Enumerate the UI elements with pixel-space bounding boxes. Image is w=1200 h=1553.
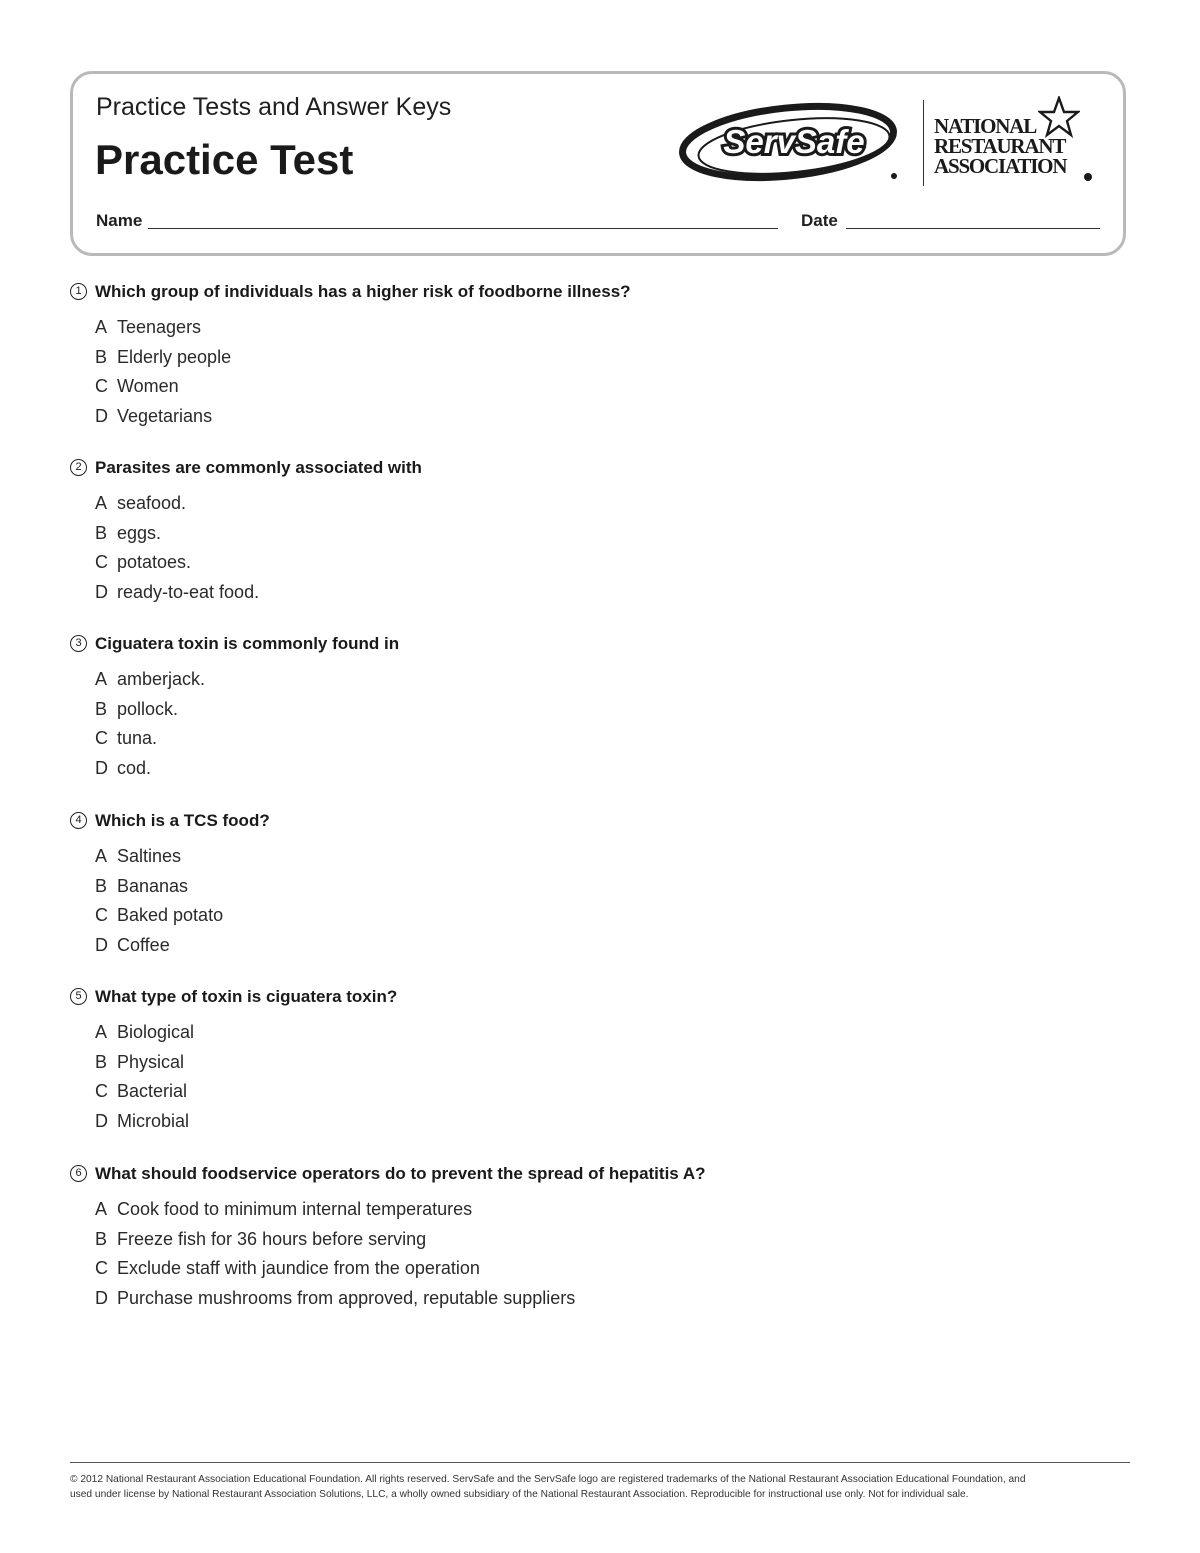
answer-option[interactable] xyxy=(70,523,1130,553)
option-letter: B xyxy=(95,346,108,367)
answer-option[interactable] xyxy=(70,552,1130,582)
option-text: seafood. xyxy=(117,493,187,513)
option-text: tuna. xyxy=(117,728,158,749)
nra-logo-text xyxy=(934,116,1066,176)
option-letter: D xyxy=(95,758,108,779)
answer-option[interactable] xyxy=(70,1288,1130,1318)
question-number: 6 xyxy=(70,1165,87,1182)
footer-divider xyxy=(70,1462,1130,1463)
answer-option[interactable] xyxy=(70,376,1130,406)
answer-option[interactable] xyxy=(70,1111,1130,1141)
question-number: 4 xyxy=(70,812,87,829)
name-field[interactable] xyxy=(148,228,778,229)
servsafe-logo xyxy=(676,98,906,188)
option-text: Freeze fish for 36 hours before serving xyxy=(117,1228,427,1249)
option-letter: C xyxy=(95,552,108,573)
question-text: Parasites are commonly associated with xyxy=(95,458,422,477)
option-letter: D xyxy=(95,935,108,956)
question-6 xyxy=(70,1164,1130,1318)
date-label: Date xyxy=(801,211,838,230)
option-text: pollock. xyxy=(117,698,179,719)
nra-logo xyxy=(934,96,1099,188)
option-text: Vegetarians xyxy=(117,406,213,427)
option-letter: C xyxy=(95,376,108,397)
answer-options xyxy=(70,846,1130,965)
answer-option[interactable] xyxy=(70,1199,1130,1229)
answer-option[interactable] xyxy=(70,1258,1130,1288)
option-text: Teenagers xyxy=(117,317,202,337)
option-letter: B xyxy=(95,522,108,543)
answer-option[interactable] xyxy=(70,1229,1130,1259)
answer-option[interactable] xyxy=(70,876,1130,906)
answer-options xyxy=(70,493,1130,612)
option-text: Physical xyxy=(117,1051,185,1072)
answer-option[interactable] xyxy=(70,699,1130,729)
answer-option[interactable] xyxy=(70,935,1130,965)
answer-option[interactable] xyxy=(70,1052,1130,1082)
option-text: Women xyxy=(117,376,179,397)
question-text: Ciguatera toxin is commonly found in xyxy=(95,634,400,653)
option-text: Saltines xyxy=(117,846,182,866)
answer-option[interactable] xyxy=(70,669,1130,699)
option-letter: C xyxy=(95,728,108,749)
answer-option[interactable] xyxy=(70,758,1130,788)
question-number: 3 xyxy=(70,635,87,652)
question-text: Which group of individuals has a higher risk of foodborne illness? xyxy=(95,282,631,301)
question-4 xyxy=(70,811,1130,965)
answer-option[interactable] xyxy=(70,317,1130,347)
option-letter: B xyxy=(95,875,108,896)
answer-option[interactable] xyxy=(70,1081,1130,1111)
option-letter: A xyxy=(95,1199,108,1219)
answer-option[interactable] xyxy=(70,406,1130,436)
footer-line-2: used under license by National Restaurant Association Solutions, LLC, a wholly owned subsidiary of the National Restaurant Association. Reproducible for instructional use only. Not for individual sale. xyxy=(70,1489,969,1500)
answer-options xyxy=(70,669,1130,788)
nra-line-2: RESTAURANT xyxy=(934,134,1066,158)
answer-option[interactable] xyxy=(70,728,1130,758)
question-1 xyxy=(70,282,1130,436)
question-5 xyxy=(70,987,1130,1141)
option-text: Exclude staff with jaundice from the operation xyxy=(117,1258,480,1279)
name-date-row xyxy=(96,211,1100,235)
footer-line-1: © 2012 National Restaurant Association Educational Foundation. All rights reserved. ServSafe and the ServSafe logo are registered trademarks of the National Restaurant Association Educational Foundation, and xyxy=(70,1474,1026,1485)
option-letter: C xyxy=(95,1258,108,1279)
option-letter: D xyxy=(95,1111,108,1132)
servsafe-logo-text: ServSafe xyxy=(723,123,865,160)
option-text: Bananas xyxy=(117,875,189,896)
question-3 xyxy=(70,634,1130,788)
option-letter: A xyxy=(95,493,108,513)
question-text: What should foodservice operators do to prevent the spread of hepatitis A? xyxy=(95,1164,706,1183)
option-text: Cook food to minimum internal temperatures xyxy=(117,1199,473,1219)
option-letter: A xyxy=(95,669,108,689)
nra-line-1: NATIONAL xyxy=(934,114,1037,138)
option-letter: A xyxy=(95,846,108,866)
answer-options xyxy=(70,1199,1130,1318)
nra-line-3: ASSOCIATION xyxy=(934,154,1067,178)
option-text: amberjack. xyxy=(117,669,206,689)
option-letter: B xyxy=(95,698,108,719)
answer-options xyxy=(70,1022,1130,1141)
option-text: cod. xyxy=(117,758,152,779)
option-text: ready-to-eat food. xyxy=(117,582,260,603)
answer-options xyxy=(70,317,1130,436)
option-letter: A xyxy=(95,317,108,337)
option-letter: C xyxy=(95,1081,108,1102)
question-header xyxy=(70,634,1130,658)
option-letter: A xyxy=(95,1022,108,1042)
logo-divider xyxy=(923,100,924,186)
question-number: 5 xyxy=(70,988,87,1005)
answer-option[interactable] xyxy=(70,846,1130,876)
copyright-footer xyxy=(70,1472,1130,1502)
answer-option[interactable] xyxy=(70,1022,1130,1052)
question-header xyxy=(70,458,1130,482)
option-letter: B xyxy=(95,1228,108,1249)
option-letter: D xyxy=(95,406,108,427)
answer-option[interactable] xyxy=(70,905,1130,935)
question-text: Which is a TCS food? xyxy=(95,811,270,830)
page-title: Practice Test xyxy=(95,136,354,183)
question-number: 1 xyxy=(70,283,87,300)
option-text: potatoes. xyxy=(117,552,192,573)
option-letter: B xyxy=(95,1051,108,1072)
date-field[interactable] xyxy=(846,228,1100,229)
answer-option[interactable] xyxy=(70,582,1130,612)
option-text: Baked potato xyxy=(117,905,224,926)
page-subtitle: Practice Tests and Answer Keys xyxy=(96,93,452,121)
option-text: Elderly people xyxy=(117,346,232,367)
nra-dot xyxy=(1084,173,1092,181)
option-text: eggs. xyxy=(117,522,162,543)
question-header xyxy=(70,987,1130,1011)
question-number: 2 xyxy=(70,459,87,476)
option-text: Biological xyxy=(117,1022,195,1042)
name-label: Name xyxy=(96,211,143,230)
option-letter: C xyxy=(95,905,108,926)
answer-option[interactable] xyxy=(70,347,1130,377)
question-2 xyxy=(70,458,1130,612)
option-text: Bacterial xyxy=(117,1081,188,1102)
question-header xyxy=(70,1164,1130,1188)
question-header xyxy=(70,811,1130,835)
option-text: Coffee xyxy=(117,935,170,956)
option-text: Purchase mushrooms from approved, reputable suppliers xyxy=(117,1288,576,1309)
question-header xyxy=(70,282,1130,306)
question-text: What type of toxin is ciguatera toxin? xyxy=(95,987,398,1006)
option-text: Microbial xyxy=(117,1111,190,1132)
option-letter: D xyxy=(95,582,108,603)
answer-option[interactable] xyxy=(70,493,1130,523)
option-letter: D xyxy=(95,1288,108,1309)
